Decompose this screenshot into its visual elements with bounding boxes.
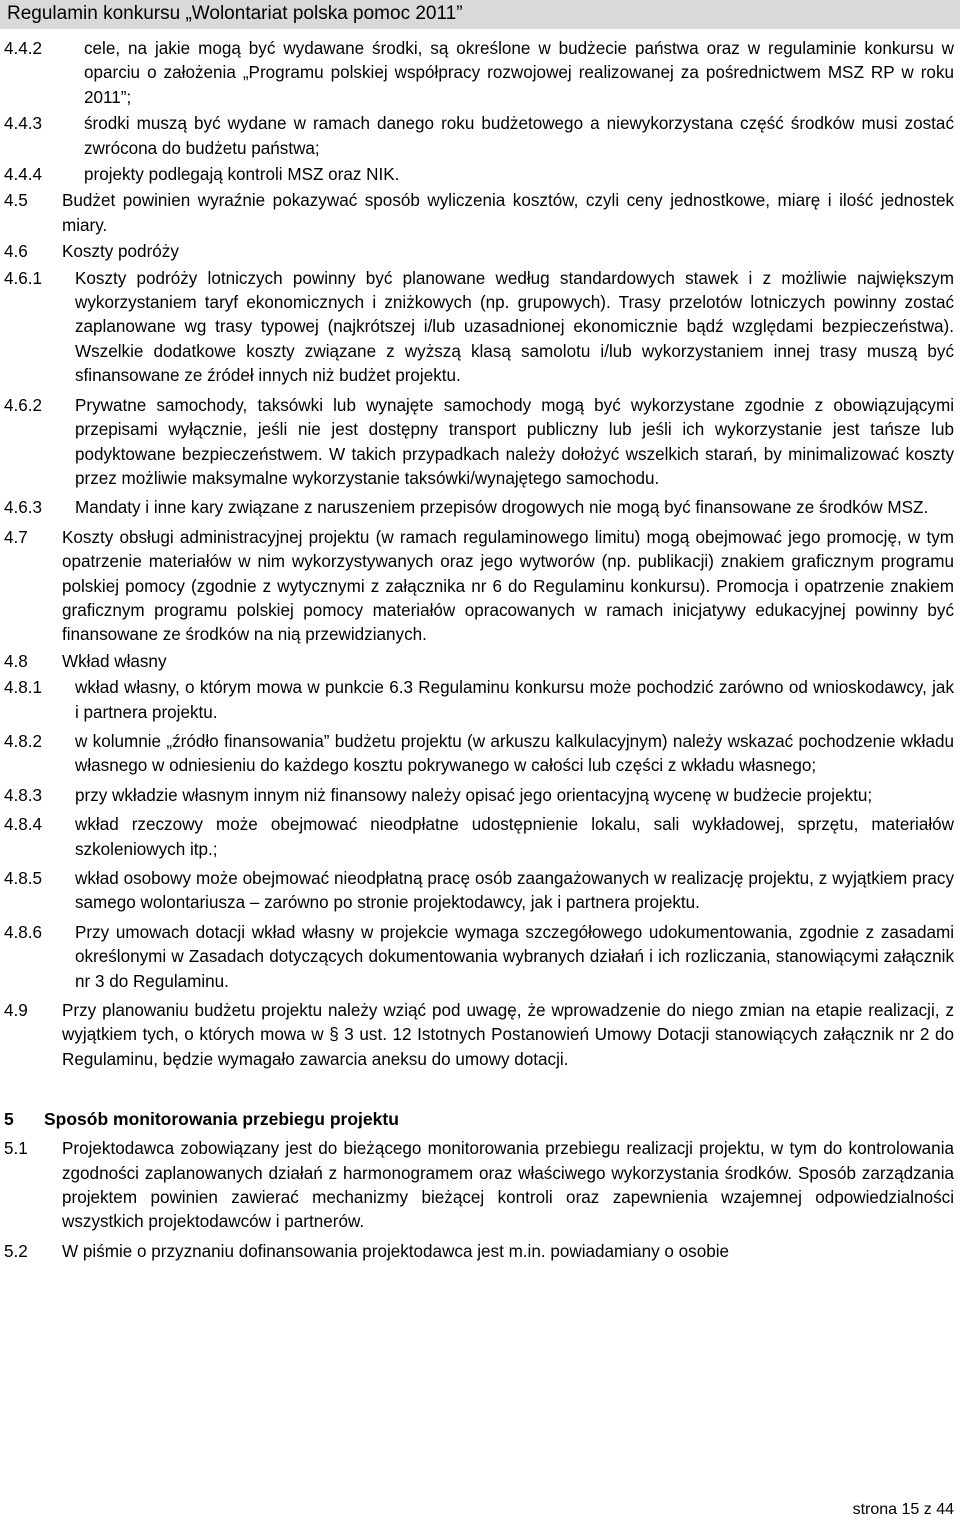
page-number: strona 15 z 44 bbox=[852, 1501, 954, 1518]
paragraph-number: 4.8.4 bbox=[4, 815, 43, 835]
paragraph-4-4-2 bbox=[0, 37, 960, 110]
paragraph-number: 5.1 bbox=[4, 1139, 28, 1159]
paragraph-number: 4.8 bbox=[4, 651, 28, 671]
paragraph-4-6-3 bbox=[0, 496, 960, 520]
section-heading bbox=[0, 1107, 960, 1131]
paragraph-number: 4.6.3 bbox=[4, 498, 43, 518]
paragraph-4-6-2 bbox=[0, 394, 960, 492]
paragraph-4-7 bbox=[0, 526, 960, 648]
heading-4-8 bbox=[0, 650, 960, 674]
paragraph-number: 4.8.3 bbox=[4, 785, 43, 805]
document-body bbox=[0, 37, 960, 1264]
paragraph-text: środki muszą być wydane w ramach danego roku budżetowego a niewykorzystana część środków musi zostać zwrócona do budżetu państwa; bbox=[84, 114, 954, 158]
paragraph-4-5 bbox=[0, 189, 960, 238]
paragraph-number: 4.5 bbox=[4, 191, 28, 211]
paragraph-text: W piśmie o przyznaniu dofinansowania projektodawca jest m.in. powiadamiany o osobie bbox=[62, 1241, 730, 1261]
paragraph-number: 4.6.1 bbox=[4, 268, 43, 288]
paragraph-4-8-4 bbox=[0, 813, 960, 862]
paragraph-text: wkład własny, o którym mowa w punkcie 6.3 Regulaminu konkursu może pochodzić zarówno od wnioskodawcy, jak i partnera projektu. bbox=[75, 678, 954, 722]
paragraph-text: Prywatne samochody, taksówki lub wynajęte samochody mogą być wykorzystane zgodnie z obowiązującymi przepisami wyłącznie, jeśli nie jest dostępny transport publiczny lub jeśli ich wykorzystanie jest tańsze lub podyktowane bezpieczeństwem. W takich przypadkach należy dołożyć wszelkich starań, by minimalizować koszty przez możliwie maksymalne wykorzystanie taksówki/wynajętego samochodu. bbox=[75, 395, 954, 488]
page-header bbox=[0, 0, 960, 29]
paragraph-text: Przy umowach dotacji wkład własny w projekcie wymaga szczegółowego udokumentowania, zgodnie z zasadami określonymi w Zasadach dotyczących dokumentowania wybranych działań i ich rozliczania, stanowiącymi załącznik nr 3 do Regulaminu. bbox=[75, 922, 954, 991]
paragraph-text: wkład rzeczowy może obejmować nieodpłatne udostępnienie lokalu, sali wykładowej, sprzętu, materiałów szkoleniowych itp.; bbox=[75, 815, 954, 859]
paragraph-4-4-3 bbox=[0, 112, 960, 161]
paragraph-number: 4.8.6 bbox=[4, 922, 43, 942]
paragraph-number: 4.6.2 bbox=[4, 395, 43, 415]
paragraph-text: w kolumnie „źródło finansowania” budżetu projektu (w arkuszu kalkulacyjnym) należy wskazać pochodzenie wkładu własnego w odniesieniu do każdego kosztu pokrywanego w całości lub części z wkładu własnego; bbox=[75, 731, 954, 776]
paragraph-4-8-5 bbox=[0, 867, 960, 916]
paragraph-number: 4.4.4 bbox=[4, 165, 43, 185]
paragraph-text: Koszty obsługi administracyjnej projektu (w ramach regulaminowego limitu) mogą obejmować jego promocję, w tym opatrzenie materiałów w nim wykorzystywanych oraz jego wytworów (np. publikacji) znakiem graficznym programu polskiej pomocy (zgodnie z wytycznymi z załącznika nr 6 do Regulaminu konkursu). Promocja i opatrzenie znakiem graficznym programu polskiej pomocy materiałów opracowanych w ramach inicjatywy edukacyjnej powinny być finansowane ze środków na nią przewidzianych. bbox=[62, 527, 954, 645]
paragraph-number: 4.9 bbox=[4, 1001, 28, 1021]
paragraph-number: 4.8.1 bbox=[4, 678, 43, 698]
paragraph-text: przy wkładzie własnym innym niż finansowy należy opisać jego orientacyjną wycenę w budżecie projektu; bbox=[75, 785, 873, 805]
paragraph-number: 4.6 bbox=[4, 242, 28, 262]
paragraph-number: 4.4.3 bbox=[4, 114, 43, 134]
paragraph-text: Mandaty i inne kary związane z naruszeniem przepisów drogowych nie mogą być finansowane ze środków MSZ. bbox=[75, 498, 929, 518]
section-number: 5 bbox=[4, 1109, 14, 1130]
heading-4-6 bbox=[0, 240, 960, 264]
paragraph-4-8-1 bbox=[0, 676, 960, 725]
paragraph-text: Przy planowaniu budżetu projektu należy wziąć pod uwagę, że wprowadzenie do niego zmian na etapie realizacji, z wyjątkiem tych, o których mowa w § 3 ust. 12 Istotnych Postanowień Umowy Dotacji stanowiących załącznik nr 2 do Regulaminu, będzie wymagało zawarcia aneksu do umowy dotacji. bbox=[62, 1001, 954, 1069]
paragraph-4-8-3 bbox=[0, 784, 960, 808]
paragraph-5-1 bbox=[0, 1137, 960, 1235]
paragraph-text: projekty podlegają kontroli MSZ oraz NIK. bbox=[84, 165, 400, 185]
paragraph-text: Wkład własny bbox=[62, 651, 167, 671]
paragraph-4-4-4 bbox=[0, 163, 960, 187]
paragraph-number: 4.7 bbox=[4, 527, 28, 547]
paragraph-4-8-2 bbox=[0, 730, 960, 779]
paragraph-number: 4.8.5 bbox=[4, 869, 43, 888]
paragraph-text: Koszty podróży lotniczych powinny być planowane według standardowych stawek i z możliwie największym wykorzystaniem taryf ekonomicznych i zniżkowych (np. grupowych). Trasy przelotów lotniczych powinny zostać zaplanowane wg trasy typowej (najkrótszej i/lub uzasadnionej ekonomicznie bądź względami bezpieczeństwa). Wszelkie dodatkowe koszty związane z wyższą klasą samolotu i/lub wykorzystaniem innej trasy muszą być sfinansowane ze źródeł innych niż budżet projektu. bbox=[75, 268, 954, 386]
paragraph-5-2 bbox=[0, 1240, 960, 1264]
paragraph-4-8-6 bbox=[0, 921, 960, 994]
paragraph-text: Koszty podróży bbox=[62, 242, 179, 262]
section-title: Sposób monitorowania przebiegu projektu bbox=[44, 1109, 399, 1130]
paragraph-number: 4.8.2 bbox=[4, 731, 43, 751]
paragraph-text: Budżet powinien wyraźnie pokazywać sposób wyliczenia kosztów, czyli ceny jednostkowe, miarę i ilość jednostek miary. bbox=[62, 191, 954, 235]
paragraph-4-6-1 bbox=[0, 267, 960, 389]
paragraph-text: Projektodawca zobowiązany jest do bieżącego monitorowania przebiegu realizacji projektu, w tym do kontrolowania zgodności zaplanowanych działań z harmonogramem oraz właściwego wykorzystania środków. Sposób zarządzania projektem powinien zawierać mechanizmy bieżącej kontroli oraz zapewnienia wzajemnej odpowiedzialności wszystkich projektodawców i partnerów. bbox=[62, 1139, 954, 1232]
paragraph-number: 5.2 bbox=[4, 1241, 28, 1261]
paragraph-text: cele, na jakie mogą być wydawane środki, są określone w budżecie państwa oraz w regulaminie konkursu w oparciu o założenia „Programu polskiej współpracy rozwojowej realizowanej za pośrednictwem MSZ RP w roku 2011”; bbox=[84, 39, 954, 107]
paragraph-4-9 bbox=[0, 999, 960, 1072]
paragraph-number: 4.4.2 bbox=[4, 39, 43, 58]
document-title: Regulamin konkursu „Wolontariat polska pomoc 2011” bbox=[7, 3, 463, 24]
paragraph-text: wkład osobowy może obejmować nieodpłatną pracę osób zaangażowanych w realizację projektu, z wyjątkiem pracy samego wolontariusza – zarówno po stronie projektodawcy, jak i partnera projektu. bbox=[75, 869, 954, 913]
